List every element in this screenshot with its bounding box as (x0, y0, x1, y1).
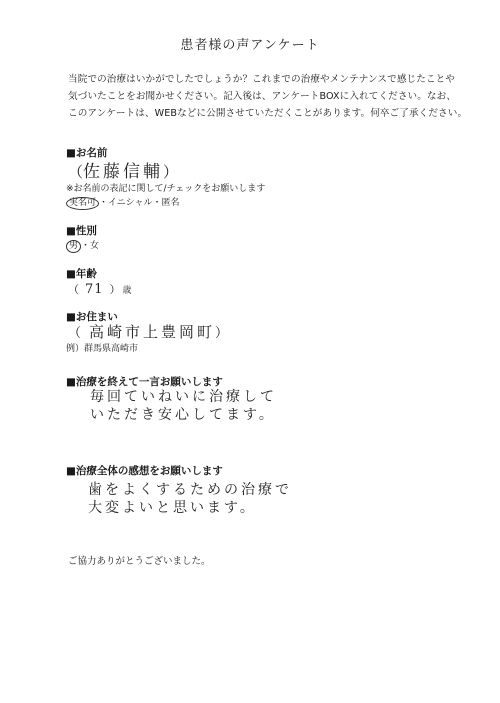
age-value: 71 (85, 282, 104, 297)
address-example: 例）群馬県高崎市 (66, 344, 139, 354)
name-options (66, 195, 179, 210)
name-field (68, 157, 178, 182)
address-value: 高崎市上豊岡町 (89, 323, 216, 341)
comment-line: 毎回ていねいに治療して (90, 389, 277, 405)
option-rest: ・イニシャル・匿名 (99, 198, 180, 208)
comment-heading: ■治療を終えて一言お願いします (66, 376, 223, 388)
address-field (68, 321, 228, 342)
open-paren: （ (68, 283, 79, 296)
close-paren: ） (163, 163, 179, 181)
gender-heading: ■性別 (66, 225, 97, 237)
intro-line: 当院での治療はいかがでしたでしょうか？これまでの治療やメンテナンスで感じたことや (68, 74, 455, 85)
impression-line: 歯をよくするための治療で (88, 482, 292, 498)
thanks-text: ご協力ありがとうございました。 (68, 556, 211, 567)
close-paren: ） (109, 283, 121, 296)
close-paren: ） (215, 326, 229, 341)
age-heading: ■年齢 (66, 268, 97, 280)
age-field (68, 281, 132, 297)
open-paren: （ (68, 326, 82, 341)
name-heading: ■お名前 (66, 147, 108, 159)
gender-male-circled: 男 (66, 240, 81, 253)
intro-line: このアンケートは、WEBなどに公開させていただくことがあります。何卒ご了承ください。 (68, 108, 468, 119)
age-unit: 歳 (122, 286, 132, 296)
address-heading: ■お住まい (66, 311, 118, 323)
comment-line: いただき安心してます。 (90, 407, 276, 423)
impression-heading: ■治療全体の感想をお願いします (66, 465, 223, 477)
option-real-name-circled: 実名可 (66, 197, 99, 210)
page-title: 患者様の声アンケート (180, 38, 320, 53)
gender-female: 女 (90, 241, 100, 251)
intro-line: 気づいたことをお聞かせください。記入後は、アンケートBOXに入れてください。なお、 (68, 91, 457, 102)
open-paren: （ (68, 163, 84, 181)
gender-options (66, 238, 99, 253)
impression-line: 大変よいと思います。 (88, 500, 257, 516)
name-value: 佐藤信輔 (83, 162, 164, 182)
name-note: ※お名前の表記に関して/チェックをお願いします (66, 184, 266, 194)
gender-sep: ・ (81, 241, 91, 251)
